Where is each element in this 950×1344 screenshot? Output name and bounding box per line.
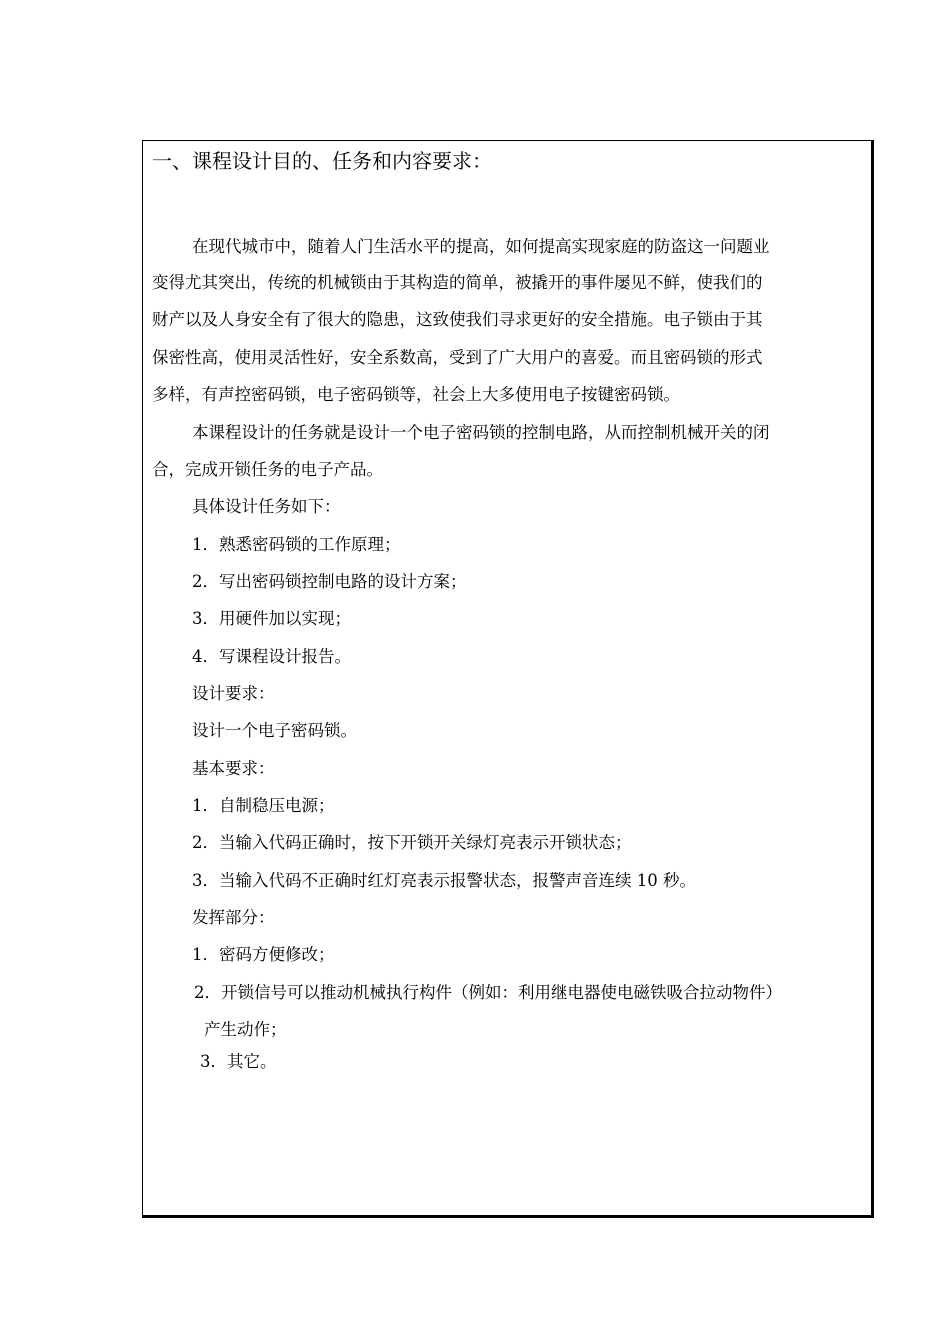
- basic-requirements-item: 1．自制稳压电源；: [192, 796, 335, 815]
- extension-item: 2．开锁信号可以推动机械执行构件（例如：利用继电器使电磁铁吸合拉动物件）: [194, 983, 782, 1002]
- task-line-1: 本课程设计的任务就是设计一个电子密码锁的控制电路，从而控制机械开关的闭: [192, 423, 770, 442]
- task-list-item: 1．熟悉密码锁的工作原理；: [192, 535, 401, 554]
- intro-line-4: 保密性高，使用灵活性好，安全系数高，受到了广大用户的喜爱。而且密码锁的形式: [152, 348, 763, 367]
- extension-item-continuation: 产生动作；: [204, 1020, 287, 1039]
- basic-requirements-title: 基本要求：: [192, 759, 275, 778]
- basic-requirements-item: 3．当输入代码不正确时红灯亮表示报警状态，报警声音连续 10 秒。: [192, 871, 696, 890]
- task-line-2: 合，完成开锁任务的电子产品。: [152, 460, 383, 479]
- intro-line-5: 多样，有声控密码锁，电子密码锁等，社会上大多使用电子按键密码锁。: [152, 385, 680, 404]
- intro-line-3: 财产以及人身安全有了很大的隐患，这致使我们寻求更好的安全措施。电子锁由于其: [152, 310, 763, 329]
- design-requirements-text: 设计一个电子密码锁。: [192, 721, 357, 740]
- task-list-item: 2．写出密码锁控制电路的设计方案；: [192, 572, 467, 591]
- intro-line-1: 在现代城市中，随着人门生活水平的提高，如何提高实现家庭的防盗这一问题业: [192, 237, 770, 256]
- design-requirements-title: 设计要求：: [192, 684, 275, 703]
- extension-title: 发挥部分：: [192, 908, 275, 927]
- task-list-item: 4．写课程设计报告。: [192, 647, 351, 666]
- section-heading: 一、课程设计目的、任务和内容要求：: [152, 149, 492, 173]
- task-list-title: 具体设计任务如下：: [192, 497, 341, 516]
- extension-item: 3．其它。: [200, 1052, 277, 1071]
- intro-line-2: 变得尤其突出，传统的机械锁由于其构造的简单，被撬开的事件屡见不鲜，使我们的: [152, 273, 763, 292]
- basic-requirements-item: 2．当输入代码正确时，按下开锁开关绿灯亮表示开锁状态；: [192, 833, 632, 852]
- task-list-item: 3．用硬件加以实现；: [192, 609, 351, 628]
- extension-item: 1．密码方便修改；: [192, 945, 335, 964]
